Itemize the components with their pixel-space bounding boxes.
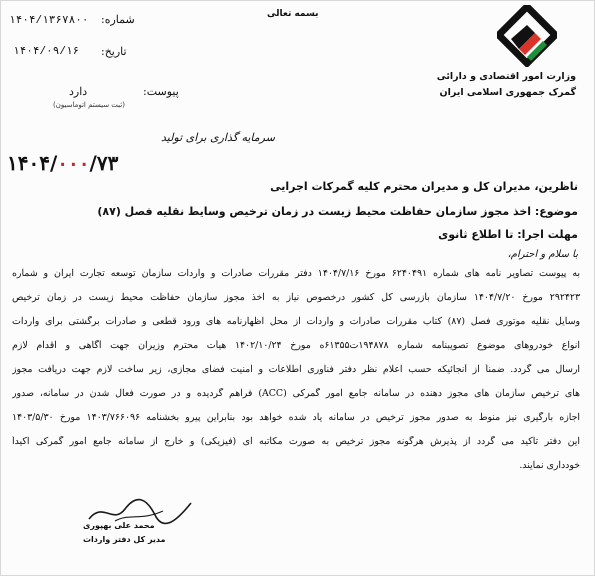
customs-name: گمرک جمهوری اسلامی ایران [439,87,576,98]
system-note: (ثبت سیستم اتوماسیون) [53,101,125,109]
signer-title: مدیر کل دفتر واردات [83,535,166,544]
classification-slogan: سرمایه گذاری برای تولید [161,131,275,144]
letter-number-suffix: /۷۳ [89,151,119,175]
letter-number [7,151,118,175]
attachment-label: پیوست: [143,85,179,98]
body-line: خودداری نمایند. [519,460,580,471]
salutation: با سلام و احترام، [507,249,578,260]
body-line: اجازه بارگیری نیز منوط به صدور مجوز ترخیص در سامانه یاد شده خواهد بود بنابراین پیرو بخشنامه ۱۴۰۳/۷۶۶۰۹۶ مورخ ۱۴۰۳/۵/۳۰ [12,412,580,423]
body-line: های ترخیص سازمان های مجوز دهنده در سامانه جامع امور گمرکی (ACC) فراهم گردیده و در صورت فعال شدن در سامانه، صدور [12,388,580,399]
body-line: وسایل نقلیه موتوری فصل (۸۷) کتاب مقررات صادرات و واردات از محل اظهارنامه های ورود قطعی و صادرات برگشتی برای واردات [12,316,580,327]
body-line: ارسال می گردد. ضمناً از آنجائیکه حسب اعلام نظر دفتر فناوری اطلاعات و امنیت فضای مجازی، زیر ساخت لازم جهت دریافت مجوز [12,364,580,375]
date-value: ۱۴۰۴/۰۹/۱۶ [13,46,80,58]
signer-name: محمد علی بهپوری [83,521,155,530]
basmala: بسمه تعالی [267,9,319,19]
body-line: ۲۹۲۴۲۳ مورخ ۱۴۰۴/۷/۲۰ سازمان بازرسی کل کشور درخصوص نیاز به اخذ مجوز سازمان حفاظت محیط زیست در زمان ترخیص [12,292,580,303]
date-label: تاریخ: [101,45,127,58]
attachment-value: دارد [69,85,88,98]
ministry-name: وزارت امور اقتصادی و دارائی [436,71,576,82]
body-line: انواع خودروهای موضوع تصویبنامه شماره ۱۹۴۸۷۸ت۶۱۳۵۵ه مورخ ۱۴۰۲/۱۰/۲۴ هیأت محترم وزیران جهت آگاهی و اقدام لازم [12,340,580,351]
number-value: ۱۴۰۴/۱۳۶۷۸۰۰ [9,15,89,27]
body-line: به پیوست تصاویر نامه های شماره ۶۲۴۰۴۹۱ مورخ ۱۴۰۴/۷/۱۶ دفتر مقررات صادرات و واردات سازمان توسعه تجارت ایران و شماره [12,268,580,279]
subject-line: موضوع: اخذ مجوز سازمان حفاظت محیط زیست در زمان ترخیص وسایط نقلیه فصل (۸۷) [97,205,578,218]
body-line: این دفتر تاکید می گردد از پذیرش هرگونه مجوز ترخیص به صورت مکاتبه ای (فیزیکی) و خارج از سامانه جامع امور گمرکی اکیداً [12,436,580,447]
number-label: شماره: [101,13,135,26]
letter-number-prefix: ۱۴۰۴/ [7,151,58,175]
letter-number-middle: ۰۰۰ [57,151,90,175]
recipients-line: ناظرین، مدیران کل و مدیران محترم کلیه گمرکات اجرایی [270,180,578,193]
customs-logo-icon [497,5,557,67]
deadline-line: مهلت اجرا: تا اطلاع ثانوی [438,228,578,241]
